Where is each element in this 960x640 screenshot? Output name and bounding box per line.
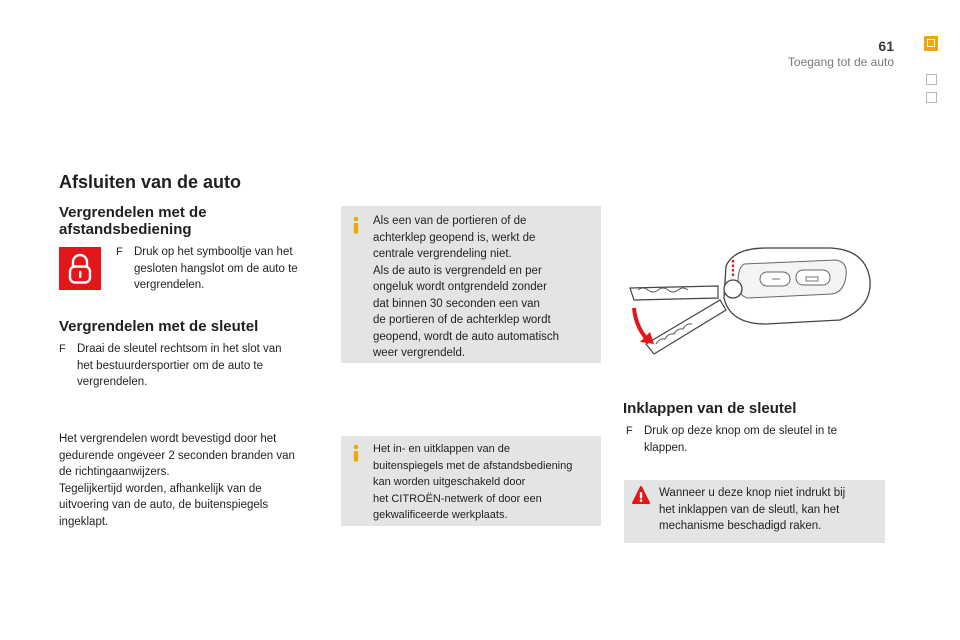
chapter-title: Toegang tot de auto <box>787 55 894 69</box>
bullet-marker: F <box>59 343 66 355</box>
remote-heading: Vergrendelen met de afstandsbediening <box>59 204 207 238</box>
chapter-tab-active[interactable] <box>924 36 938 51</box>
info-note-central-locking: Als een van de portieren of de achterklep geopend is, werkt de centrale vergrendeling niet. Als de auto is vergrendeld en per ongeluk wordt ontgrendeld zonder dat binnen 30 seconden een van de portieren of de achterklep wordt geopend, wordt de auto automatisch weer vergrendeld. <box>341 206 601 363</box>
bullet-marker: F <box>116 246 123 258</box>
info-icon <box>349 444 363 468</box>
page-number: 61 <box>878 38 894 54</box>
confirmation-text: Het vergrendelen wordt bevestigd door het gedurende ongeveer 2 seconden branden van de richtingaanwijzers. Tegelijkertijd worden, afhankelijk van de uitvoering van de auto, de buitenspiegels ingeklapt. <box>59 433 295 528</box>
chapter-tab[interactable] <box>926 74 937 85</box>
info-icon <box>349 216 363 240</box>
key-lock-heading: Vergrendelen met de sleutel <box>59 318 259 335</box>
folding-instruction: F Druk op deze knop om de sleutel in te klappen. <box>626 423 876 456</box>
warning-icon <box>632 486 650 512</box>
chapter-tab[interactable] <box>926 92 937 103</box>
key-lock-instruction: F Draai de sleutel rechtsom in het slot van het bestuurdersportier om de auto te vergrendelen. <box>59 341 319 391</box>
info-note-mirrors: Het in- en uitklappen van de buitenspiegels met de afstandsbediening kan worden uitgeschakeld door het CITROËN-netwerk of door een gekwalificeerde werkplaats. <box>341 436 601 526</box>
lock-icon <box>59 247 101 290</box>
section-title: Afsluiten van de auto <box>59 172 242 192</box>
warning-note: Wanneer u deze knop niet indrukt bij het inklappen van de sleutl, kan het mechanisme beschadigd raken. <box>624 480 885 543</box>
key-fold-illustration <box>626 240 886 365</box>
folding-heading: Inklappen van de sleutel <box>623 400 797 417</box>
bullet-marker: F <box>626 425 633 437</box>
remote-instruction: F Druk op het symbooltje van het gesloten hangslot om de auto te vergrendelen. <box>116 244 326 294</box>
